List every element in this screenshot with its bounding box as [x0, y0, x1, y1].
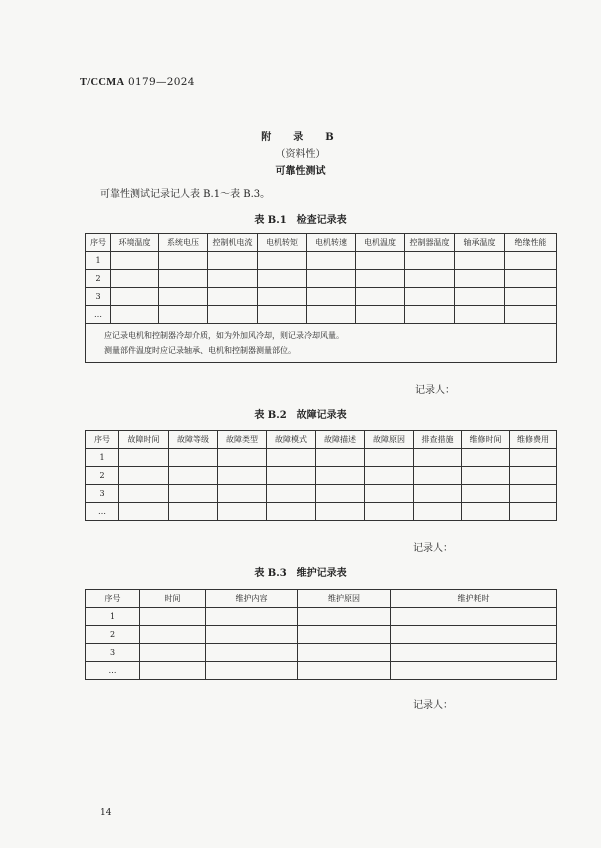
row-index: 1	[86, 252, 111, 270]
recorder-label: 记录人：	[413, 700, 453, 711]
standard-org: T/CCMA	[80, 77, 125, 88]
table1-header: 电机转矩	[258, 234, 307, 252]
table1-header-row	[86, 234, 557, 252]
table1-header: 控制器温度	[405, 234, 455, 252]
table3-header: 维护内容	[206, 590, 298, 608]
table1-header: 控制机电流	[208, 234, 258, 252]
table-row	[86, 503, 557, 521]
table2-header: 故障时间	[119, 431, 169, 449]
appendix-nature: （资料性）	[275, 149, 326, 160]
table-row	[86, 485, 557, 503]
table2-header: 故障模式	[267, 431, 316, 449]
note-line: 测量部件温度时应记录轴承、电机和控制器测量部位。	[104, 346, 296, 355]
maintenance-record-table	[85, 589, 557, 680]
table3-header: 维护耗时	[391, 590, 557, 608]
standard-header	[80, 76, 195, 88]
table1-note-row	[86, 324, 557, 363]
table2-header: 故障类型	[218, 431, 267, 449]
table2-header-row	[86, 431, 557, 449]
row-index: 2	[86, 270, 111, 288]
table3-header-row	[86, 590, 557, 608]
row-index: …	[86, 306, 111, 324]
table-row	[86, 467, 557, 485]
row-index: 3	[86, 288, 111, 306]
table1-header: 电机温度	[356, 234, 405, 252]
table-row	[86, 644, 557, 662]
page-number: 14	[100, 808, 112, 818]
table1-header: 轴承温度	[455, 234, 505, 252]
table2-header: 维修费用	[510, 431, 557, 449]
appendix-name: 可靠性测试	[275, 166, 326, 177]
table2-caption: 表 B.2 故障记录表	[254, 410, 347, 421]
row-index: 2	[86, 467, 119, 485]
table-row	[86, 449, 557, 467]
table1-header: 绝缘性能	[505, 234, 557, 252]
row-index: 1	[86, 608, 140, 626]
table2-header: 故障描述	[316, 431, 365, 449]
row-index: 3	[86, 644, 140, 662]
table-row	[86, 288, 557, 306]
standard-number: 0179—2024	[128, 76, 195, 88]
table2-header: 故障原因	[365, 431, 414, 449]
table3-caption: 表 B.3 维护记录表	[254, 568, 347, 579]
table2-header: 故障等级	[169, 431, 218, 449]
table-row	[86, 306, 557, 324]
recorder-label: 记录人：	[413, 543, 453, 554]
table-row	[86, 270, 557, 288]
table1-note	[86, 324, 557, 363]
inspection-record-table	[85, 233, 557, 363]
recorder-label: 记录人：	[415, 385, 455, 396]
table2-header: 排查措施	[414, 431, 462, 449]
row-index: 2	[86, 626, 140, 644]
fault-record-table	[85, 430, 557, 521]
table1-header: 序号	[86, 234, 111, 252]
table-row	[86, 608, 557, 626]
row-index: …	[86, 662, 140, 680]
table1-caption: 表 B.1 检查记录表	[254, 215, 347, 226]
table1-header: 环境温度	[111, 234, 159, 252]
row-index: 1	[86, 449, 119, 467]
table3-header: 序号	[86, 590, 140, 608]
note-line: 应记录电机和控制器冷却介质，如为外加风冷却，则记录冷却风量。	[104, 331, 344, 340]
table3-header: 维护原因	[298, 590, 391, 608]
table1-header: 系统电压	[159, 234, 208, 252]
table-row	[86, 626, 557, 644]
table2-header: 维修时间	[462, 431, 510, 449]
table3-header: 时间	[140, 590, 206, 608]
appendix-title: 附 录 B	[261, 132, 340, 143]
table2-header: 序号	[86, 431, 119, 449]
table1-header: 电机转速	[307, 234, 356, 252]
table-row	[86, 252, 557, 270]
row-index: 3	[86, 485, 119, 503]
row-index: …	[86, 503, 119, 521]
intro-text: 可靠性测试记录记人表 B.1～表 B.3。	[100, 189, 271, 200]
table-row	[86, 662, 557, 680]
